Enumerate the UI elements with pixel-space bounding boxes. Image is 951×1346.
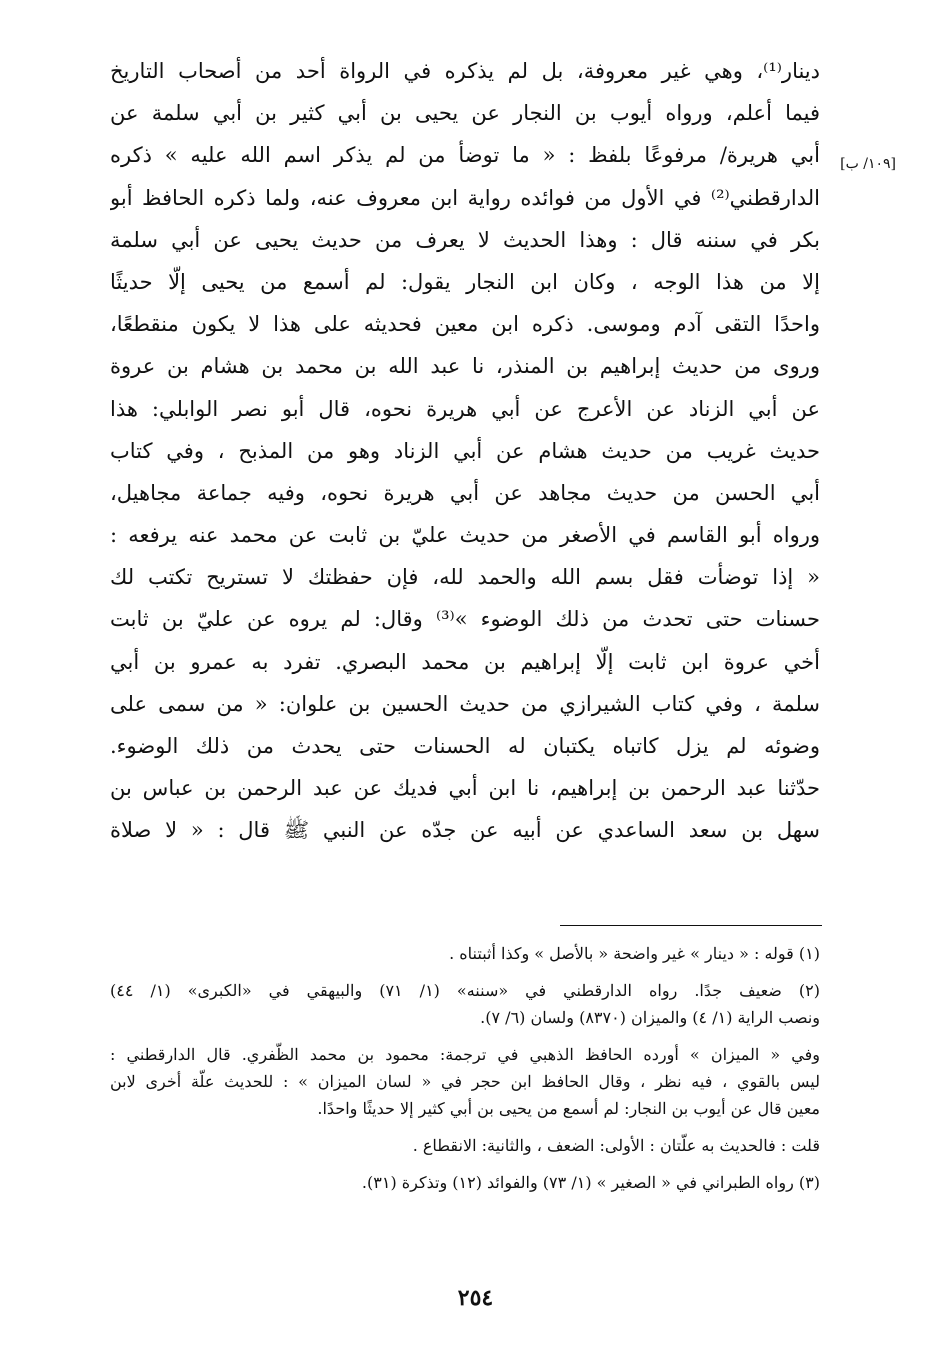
text-line: فيما أعلم، ورواه أيوب بن النجار عن يحيى بن أبي كثير بن أبي سلمة عن xyxy=(110,101,820,126)
footnote-line: (١) قوله : « دينار » غير واضحة « بالأصل » وكذا أثبتناه . xyxy=(449,944,820,963)
text-line: إلا من هذا الوجه ، وكان ابن النجار يقول: لم أسمع من يحيى إلّا حديثًا xyxy=(110,269,820,294)
text-line: أبي الحسن من حديث مجاهد عن أبي هريرة نحوه، وفيه جماعة مجاهيل، xyxy=(110,480,820,505)
text-line: سهل بن سعد الساعدي عن أبيه عن جدّه عن النبي ﷺ قال : « لا صلاة xyxy=(110,818,820,843)
footnotes xyxy=(110,940,820,1206)
footnote xyxy=(110,1169,820,1196)
text-line: دينار⁽¹⁾، وهي غير معروفة، بل لم يذكره في الرواة أحد من أصحاب التاريخ xyxy=(110,59,820,83)
footnote xyxy=(110,977,820,1031)
text-line: بكر في سننه قال : وهذا الحديث لا يعرف من حديث يحيى عن أبي سلمة xyxy=(110,227,820,252)
text-line: حديث غريب من حديث هشام عن أبي الزناد وهو من المذبح ، وفي كتاب xyxy=(110,438,820,463)
footnote-line: (٢) ضعيف جدًا. رواه الدارقطني في «سننه» (١/ ٧١) والبيهقي في «الكبرى» (١/ ٤٤) xyxy=(110,981,820,1000)
main-text xyxy=(110,50,820,852)
footnote-line: وفي « الميزان » أورده الحافظ الذهبي في ترجمة: محمود بن محمد الظّفري. قال الدارقطني : xyxy=(110,1045,820,1064)
footnote-line: قلت : فالحديث به علّتان : الأولى: الضعف ، والثانية: الانقطاع . xyxy=(412,1136,820,1155)
footnote-line: (٣) رواه الطبراني في « الصغير » (١/ ٧٣) والفوائد (١٢) وتذكرة (٣١). xyxy=(361,1173,820,1192)
footnote-line: معين قال عن أيوب بن النجار: لم أسمع من يحيى بن أبي كثير إلا حديثًا واحدًا. xyxy=(317,1099,820,1118)
text-line: وروى من حديث إبراهيم بن المنذر، نا عبد الله بن محمد بن هشام بن عروة xyxy=(110,354,820,379)
text-line: سلمة ، وفي كتاب الشيرازي من حديث الحسين بن علوان: « من سمى على xyxy=(110,691,820,716)
marginal-folio-note: [١٠٩/ ب] xyxy=(840,156,896,172)
text-line: الدارقطني⁽²⁾ في الأول من فوائده رواية ابن معروف عنه، ولما ذكره الحافظ أبو xyxy=(110,185,820,210)
footnote xyxy=(110,940,820,967)
text-line: حسنات حتى تحدث من ذلك الوضوء »⁽³⁾ وقال: لم يروه عن عليّ بن ثابت xyxy=(110,607,820,632)
text-line: حدّثنا عبد الرحمن بن إبراهيم، نا ابن أبي فديك عن عبد الرحمن بن عباس بن xyxy=(110,776,820,801)
footnote xyxy=(110,1132,820,1159)
footnote-line: ونصب الراية (١/ ٤) والميزان (٨٣٧٠) ولسان (٦/ ٧). xyxy=(480,1008,820,1027)
text-line: أبي هريرة/ مرفوعًا بلفظ : « ما توضأ من لم يذكر اسم الله عليه » ذكره xyxy=(110,143,820,168)
text-line: واحدًا التقى آدم وموسى. ذكره ابن معين فحديثه على هذا لا يكون منقطعًا، xyxy=(110,312,820,337)
page-number: ٢٥٤ xyxy=(457,1285,494,1311)
text-line: ورواه أبو القاسم في الأصغر من حديث عليّ بن ثابت عن محمد عنه يرفعه : xyxy=(110,523,820,548)
footnote-line: ليس بالقوي ، فيه نظر ، وقال الحافظ ابن حجر في « لسان الميزان » : للحديث علّة أخرى لابن xyxy=(110,1072,820,1091)
text-line: أخي عروة ابن ثابت إلّا إبراهيم بن محمد البصري. تفرد به عمرو بن أبي xyxy=(110,649,820,674)
footnote xyxy=(110,1041,820,1122)
text-line: عن أبي الزناد عن الأعرج عن أبي هريرة نحوه، قال أبو نصر الوابلي: هذا xyxy=(110,396,820,421)
text-line: وضوئه لم يزل كاتباه يكتبان له الحسنات حتى يحدث من ذلك الوضوء. xyxy=(110,734,820,758)
footnote-separator xyxy=(560,925,822,926)
text-line: « إذا توضأت فقل بسم الله والحمد لله، فإن حفظتك لا تستريح تكتب لك xyxy=(110,565,820,590)
